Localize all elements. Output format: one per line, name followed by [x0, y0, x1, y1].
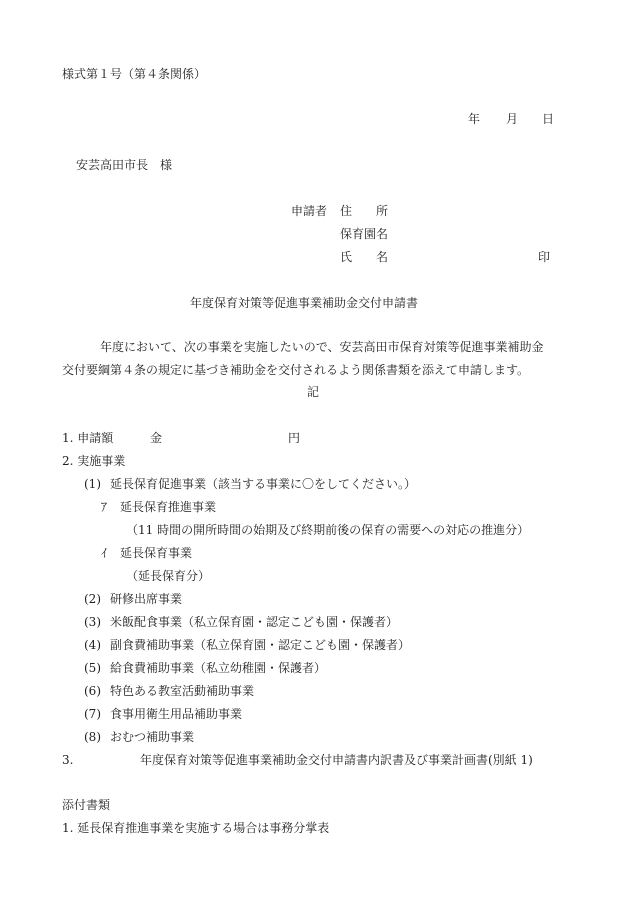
sub6-num: (6) — [84, 684, 101, 698]
sub1b-note: （延長保育分） — [126, 569, 211, 583]
address-label: 住 所 — [340, 204, 389, 218]
date-day: 日 — [542, 112, 555, 126]
sub1-text: 延長保育促進事業（該当する事業に〇をしてください。） — [110, 477, 417, 491]
seal-mark: 印 — [538, 250, 551, 264]
sub1b-kana: ｲ — [101, 546, 108, 560]
sub1a-text: 延長保育推進事業 — [120, 500, 217, 514]
sub5-text: 給食費補助事業（私立幼稚園・保護者） — [110, 661, 327, 675]
sub3-num: (3) — [84, 615, 101, 629]
item1-yen: 円 — [288, 431, 301, 445]
item3-label: 3. — [62, 753, 74, 767]
sub4-text: 副食費補助事業（私立保育園・認定こども園・保護者） — [110, 638, 411, 652]
addressee: 安芸高田市長 様 — [76, 158, 173, 172]
sub7-text: 食事用衛生用品補助事業 — [110, 707, 243, 721]
sub3-text: 米飯配食事業（私立保育園・認定こども園・保護者） — [110, 615, 399, 629]
date-year: 年 — [468, 112, 481, 126]
sub8-text: おむつ補助事業 — [110, 730, 195, 744]
attachment-item-1: 1. 延長保育推進事業を実施する場合は事務分掌表 — [62, 821, 330, 835]
sub2-text: 研修出席事業 — [110, 592, 183, 606]
sub2-num: (2) — [84, 592, 101, 606]
sub4-num: (4) — [84, 638, 101, 652]
form-label: 様式第１号（第４条関係） — [62, 67, 207, 81]
item2-label: 2. 実施事業 — [62, 454, 126, 468]
sub7-num: (7) — [84, 707, 101, 721]
sub1a-kana: ｱ — [101, 500, 108, 514]
body-line-1: 年度において、次の事業を実施したいので、安芸高田市保育対策等促進事業補助金 — [100, 340, 544, 354]
attachments-heading: 添付書類 — [62, 798, 111, 812]
name-label: 氏 名 — [340, 250, 389, 264]
date-month: 月 — [506, 112, 519, 126]
sub1b-text: 延長保育事業 — [120, 546, 193, 560]
item1-kin: 金 — [150, 431, 163, 445]
applicant-role: 申請者 — [291, 204, 328, 218]
sub6-text: 特色ある教室活動補助事業 — [110, 684, 255, 698]
item3-text: 年度保育対策等促進事業補助金交付申請書内訳書及び事業計画書(別紙 1) — [140, 753, 533, 767]
item1-label: 1. 申請額 — [62, 431, 114, 445]
sub8-num: (8) — [84, 730, 101, 744]
nursery-name-label: 保育園名 — [340, 227, 389, 241]
ki-mark: 記 — [307, 385, 320, 399]
body-line-2: 交付要綱第４条の規定に基づき補助金を交付されるよう関係書類を添えて申請します。 — [62, 363, 530, 377]
sub1a-note: （11 時間の開所時間の始期及び終期前後の保育の需要への対応の推進分） — [126, 523, 530, 537]
sub5-num: (5) — [84, 661, 101, 675]
document-title: 年度保育対策等促進事業補助金交付申請書 — [190, 296, 419, 310]
sub1-num: (1) — [84, 477, 101, 491]
